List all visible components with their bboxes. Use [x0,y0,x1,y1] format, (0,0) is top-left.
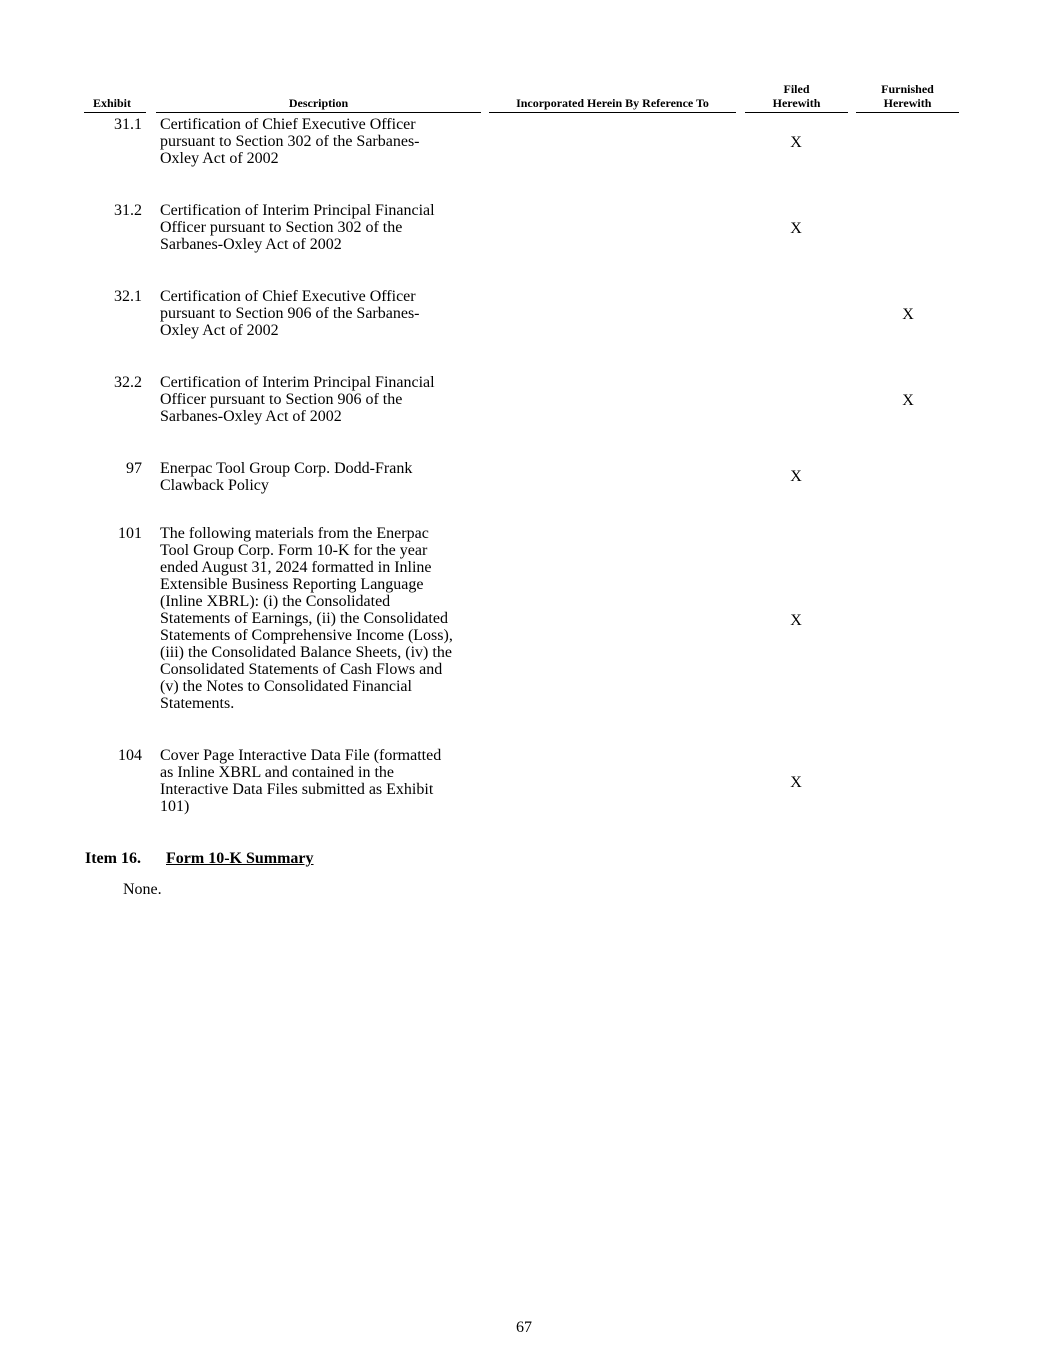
description-line: Tool Group Corp. Form 10-K for the year [160,542,428,559]
description-line: Certification of Interim Principal Financial [160,374,435,391]
description-line: (iii) the Consolidated Balance Sheets, (iv) the [160,644,452,661]
header-rule-furnished [856,112,959,113]
exhibit-description [160,460,490,494]
exhibit-description [160,202,490,253]
header-furnished [856,82,959,110]
description-line: Enerpac Tool Group Corp. Dodd-Frank [160,460,413,477]
description-line: Certification of Chief Executive Officer [160,116,416,133]
description-line: (v) the Notes to Consolidated Financial [160,678,412,695]
filed-herewith-mark: X [790,774,802,791]
filed-herewith-mark: X [790,612,802,629]
description-line: Certification of Interim Principal Financial [160,202,435,219]
description-line: Statements of Comprehensive Income (Loss), [160,627,453,644]
exhibit-description [160,525,490,712]
exhibit-description [160,747,490,815]
filed-herewith-mark: X [790,220,802,237]
header-furnished-line2: Herewith [883,96,932,110]
furnished-herewith-mark: X [902,392,914,409]
item16-body: None. [123,881,162,898]
furnished-herewith-mark: X [902,306,914,323]
description-line: Certification of Chief Executive Officer [160,288,416,305]
header-filed-line1: Filed [783,82,810,96]
description-line: pursuant to Section 906 of the Sarbanes- [160,305,420,322]
header-description: Description [288,96,349,110]
description-line: Oxley Act of 2002 [160,322,279,339]
description-line: Sarbanes-Oxley Act of 2002 [160,236,342,253]
header-furnished-line1: Furnished [881,82,934,96]
header-exhibit: Exhibit [92,96,131,110]
exhibit-description [160,374,490,425]
header-rule-exhibit [84,112,146,113]
description-line: Consolidated Statements of Cash Flows and [160,661,443,678]
item16-title: Form 10-K Summary [166,850,314,867]
header-incorporated: Incorporated Herein By Reference To [516,96,709,110]
exhibit-number: 32.1 [114,288,142,305]
filed-herewith-mark: X [790,134,802,151]
exhibit-number: 101 [118,525,142,542]
description-line: Clawback Policy [160,477,269,494]
description-line: Statements. [160,695,235,712]
description-line: ended August 31, 2024 formatted in Inline [160,559,432,576]
header-filed [745,82,848,110]
description-line: as Inline XBRL and contained in the [160,764,395,781]
description-line: 101) [160,798,190,815]
item16-label: Item 16. [85,850,141,867]
header-rule-description [156,112,481,113]
exhibit-number: 104 [118,747,142,764]
header-filed-line2: Herewith [772,96,821,110]
description-line: Interactive Data Files submitted as Exhibit [160,781,434,798]
description-line: Sarbanes-Oxley Act of 2002 [160,408,342,425]
description-line: Officer pursuant to Section 302 of the [160,219,403,236]
exhibit-number: 31.1 [114,116,142,133]
description-line: (Inline XBRL): (i) the Consolidated [160,593,391,610]
description-line: The following materials from the Enerpac [160,525,429,542]
description-line: Oxley Act of 2002 [160,150,279,167]
exhibit-number: 97 [126,460,142,477]
exhibit-number: 31.2 [114,202,142,219]
header-rule-incorporated [489,112,736,113]
description-line: Statements of Earnings, (ii) the Consolidated [160,610,448,627]
header-rule-filed [745,112,848,113]
description-line: Officer pursuant to Section 906 of the [160,391,403,408]
filed-herewith-mark: X [790,468,802,485]
description-line: pursuant to Section 302 of the Sarbanes- [160,133,420,150]
exhibit-description [160,288,490,339]
description-line: Extensible Business Reporting Language [160,576,424,593]
description-line: Cover Page Interactive Data File (formatted [160,747,442,764]
exhibit-number: 32.2 [114,374,142,391]
exhibit-description [160,116,490,167]
page-number: 67 [516,1319,532,1336]
